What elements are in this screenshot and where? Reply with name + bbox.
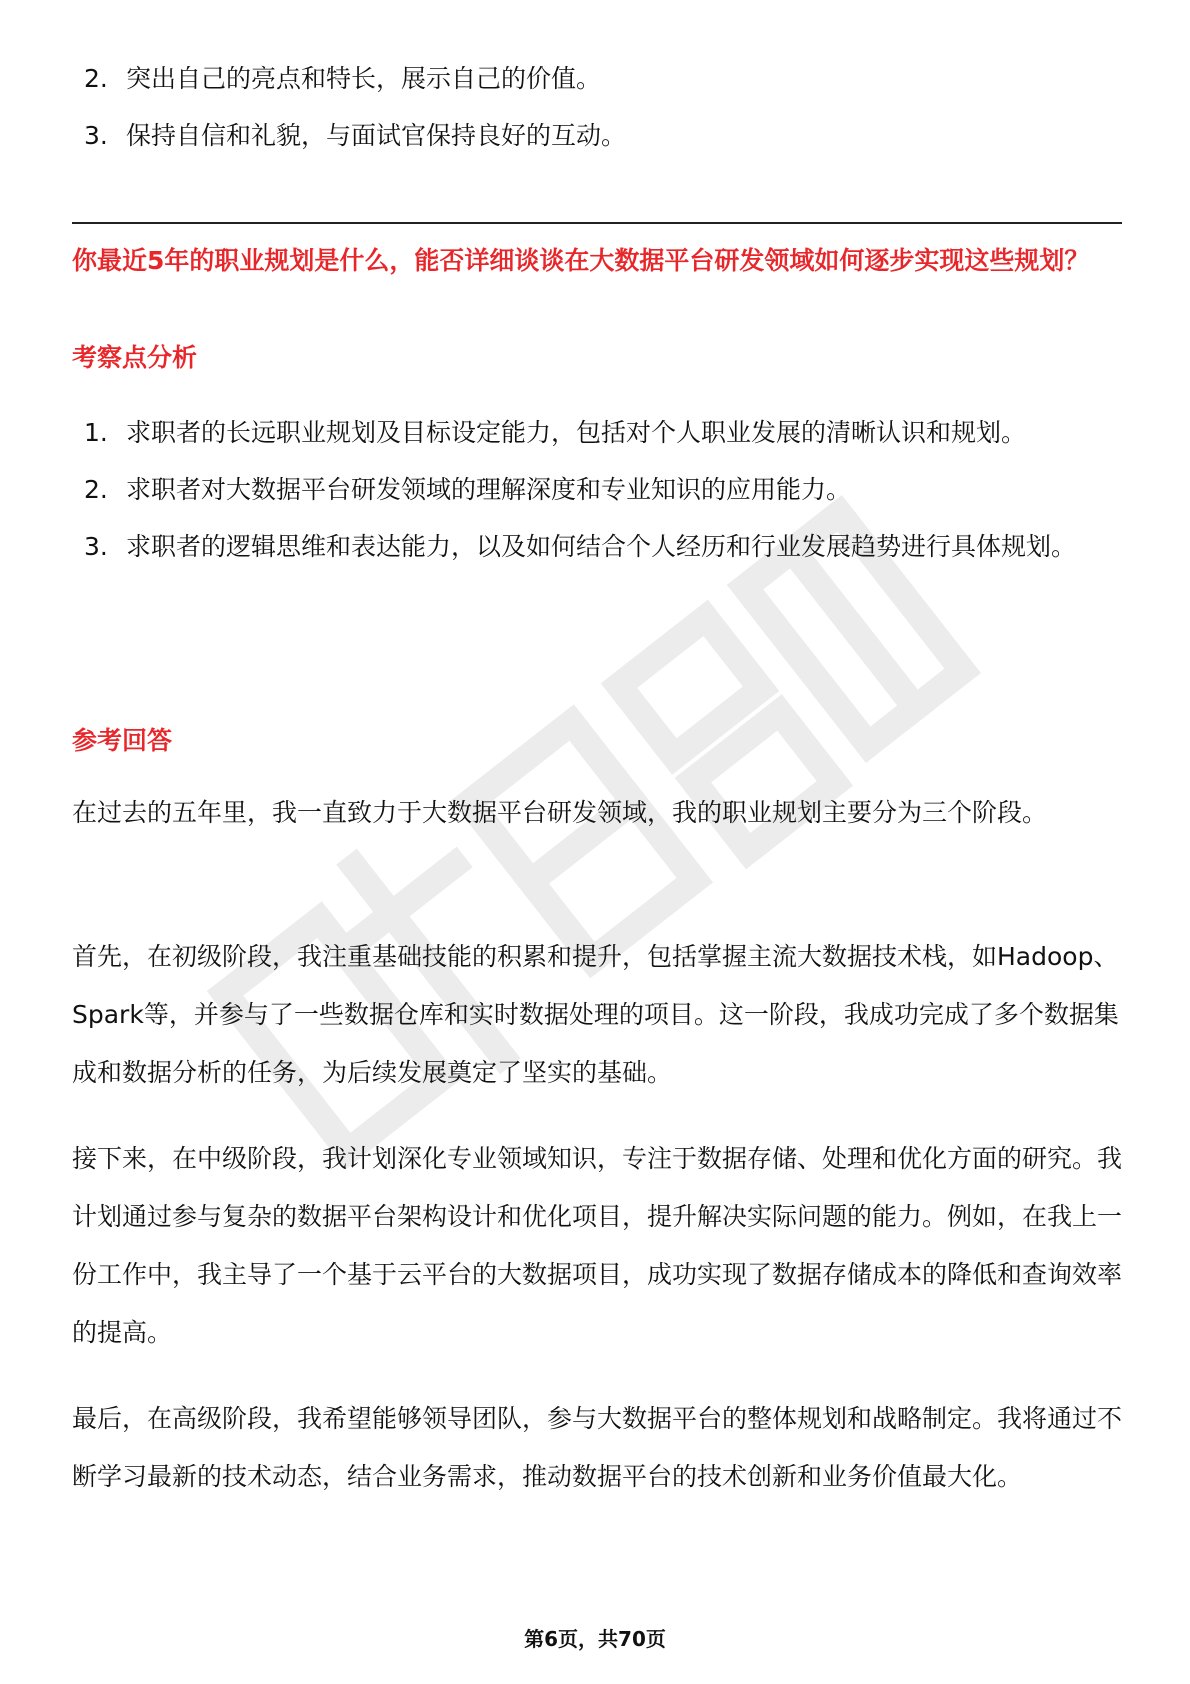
list-number: 2. [84,64,108,93]
list-text: 保持自信和礼貌，与面试官保持良好的互动。 [126,121,627,150]
list-text: 求职者的长远职业规划及目标设定能力，包括对个人职业发展的清晰认识和规划。 [126,418,1027,447]
list-item [72,518,1122,575]
top-list [72,50,1122,164]
answer-paragraph: 首先，在初级阶段，我注重基础技能的积累和提升，包括掌握主流大数据技术栈，如Hadoop、Spark等，并参与了一些数据仓库和实时数据处理的项目。这一阶段，我成功完成了多个数据集成和数据分析的任务，为后续发展奠定了坚实的基础。 [72,942,1119,1087]
analysis-heading: 考察点分析 [72,343,198,372]
answer-paragraph: 在过去的五年里，我一直致力于大数据平台研发领域，我的职业规划主要分为三个阶段。 [72,798,1048,827]
answer-paragraph: 最后，在高级阶段，我希望能够领导团队，参与大数据平台的整体规划和战略制定。我将通过不断学习最新的技术动态，结合业务需求，推动数据平台的技术创新和业务价值最大化。 [72,1404,1123,1491]
answer-heading: 参考回答 [72,726,173,755]
list-number: 3. [84,121,108,150]
page-footer: 第6页，共70页 [524,1627,666,1651]
list-number: 2. [84,475,108,504]
list-item [72,50,1122,107]
list-text: 突出自己的亮点和特长，展示自己的价值。 [126,64,602,93]
list-number: 3. [84,532,108,561]
list-item [72,461,1122,518]
analysis-list [72,404,1122,575]
list-text: 求职者对大数据平台研发领域的理解深度和专业知识的应用能力。 [126,475,852,504]
section-divider [72,222,1122,224]
list-number: 1. [84,418,108,447]
list-text: 求职者的逻辑思维和表达能力，以及如何结合个人经历和行业发展趋势进行具体规划。 [126,532,1077,561]
list-item [72,404,1122,461]
list-item [72,107,1122,164]
question-title: 你最近5年的职业规划是什么，能否详细谈谈在大数据平台研发领域如何逐步实现这些规划？ [72,246,1090,275]
answer-paragraph: 接下来，在中级阶段，我计划深化专业领域知识，专注于数据存储、处理和优化方面的研究。我计划通过参与复杂的数据平台架构设计和优化项目，提升解决实际问题的能力。例如，在我上一份工作中，我主导了一个基于云平台的大数据项目，成功实现了数据存储成本的降低和查询效率的提高。 [72,1144,1123,1347]
